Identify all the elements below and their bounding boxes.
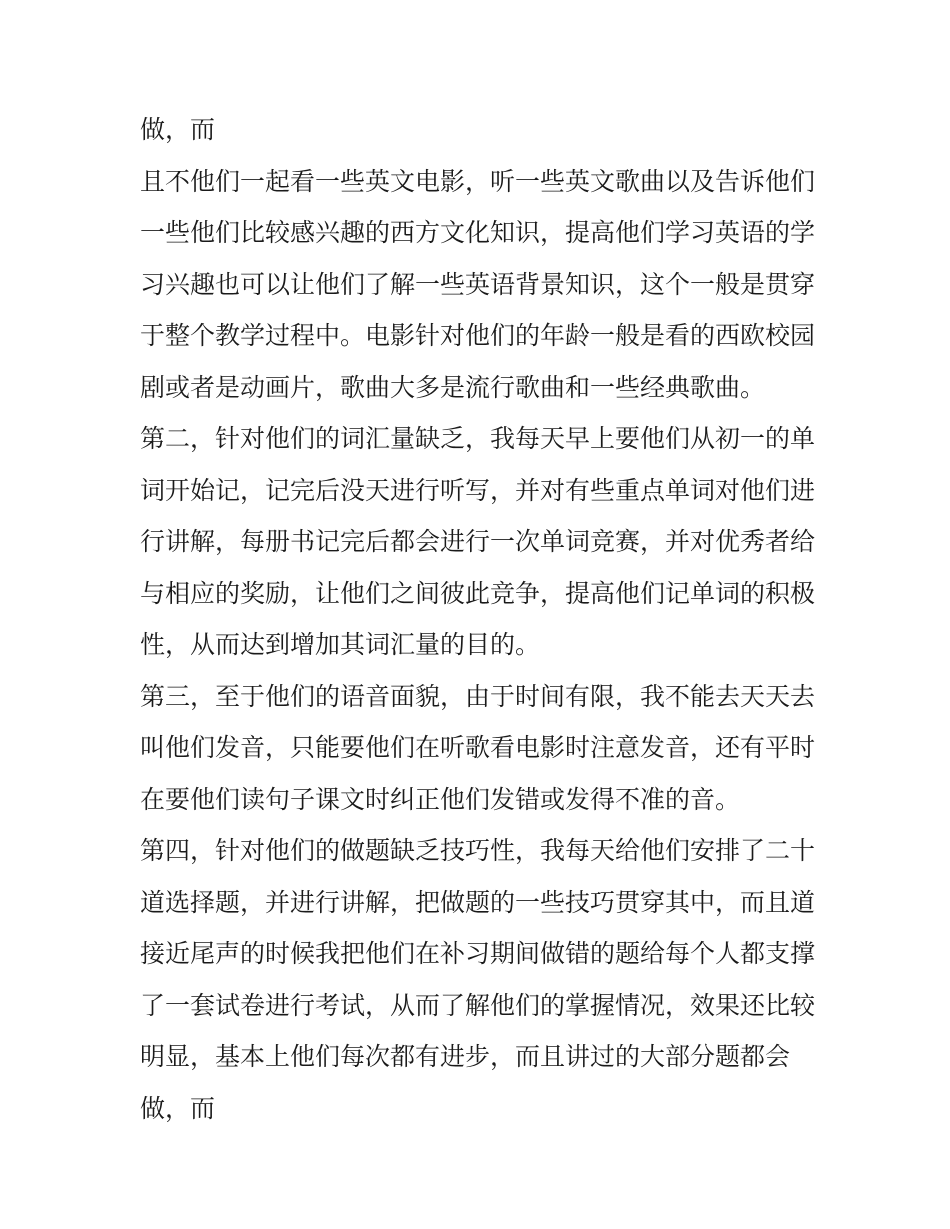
text-line: 一些他们比较感兴趣的西方文化知识，提高他们学习英语的学 [140, 218, 816, 247]
text-line: 于整个教学过程中。电影针对他们的年龄一般是看的西欧校园 [140, 321, 816, 350]
text-line: 与相应的奖励，让他们之间彼此竞争，提高他们记单词的积极 [140, 578, 816, 608]
text-line: 做，而 [140, 1093, 216, 1123]
text-line: 在要他们读句子课文时纠正他们发错或发得不准的音。 [140, 784, 741, 814]
text-line: 行讲解，每册书记完后都会进行一次单词竞赛，并对优秀者给 [140, 527, 816, 556]
body-text [140, 104, 820, 1134]
text-line: 道选择题，并进行讲解，把做题的一些技巧贯穿其中，而且道 [140, 887, 816, 917]
text-line: 词开始记，记完后没天进行听写，并对有些重点单词对他们进 [140, 475, 816, 505]
text-line: 第四，针对他们的做题缺乏技巧性，我每天给他们安排了二十 [140, 836, 816, 865]
text-line: 叫他们发音，只能要他们在听歌看电影时注意发音，还有平时 [140, 733, 816, 762]
text-line: 接近尾声的时候我把他们在补习期间做错的题给每个人都支撑 [140, 939, 816, 968]
text-line: 且不他们一起看一些英文电影，听一些英文歌曲以及告诉他们 [140, 166, 816, 196]
text-line: 第三，至于他们的语音面貌，由于时间有限，我不能去天天去 [140, 681, 816, 711]
text-line: 做，而 [140, 115, 216, 144]
text-line: 明显，基本上他们每次都有进步，而且讲过的大部分题都会 [140, 1042, 791, 1071]
text-line: 性，从而达到增加其词汇量的目的。 [140, 630, 541, 659]
text-line: 习兴趣也可以让他们了解一些英语背景知识，这个一般是贯穿 [140, 269, 816, 299]
text-line: 剧或者是动画片，歌曲大多是流行歌曲和一些经典歌曲。 [140, 372, 766, 402]
text-line: 了一套试卷进行考试，从而了解他们的掌握情况，效果还比较 [140, 990, 816, 1020]
text-line: 第二，针对他们的词汇量缺乏，我每天早上要他们从初一的单 [140, 424, 816, 453]
